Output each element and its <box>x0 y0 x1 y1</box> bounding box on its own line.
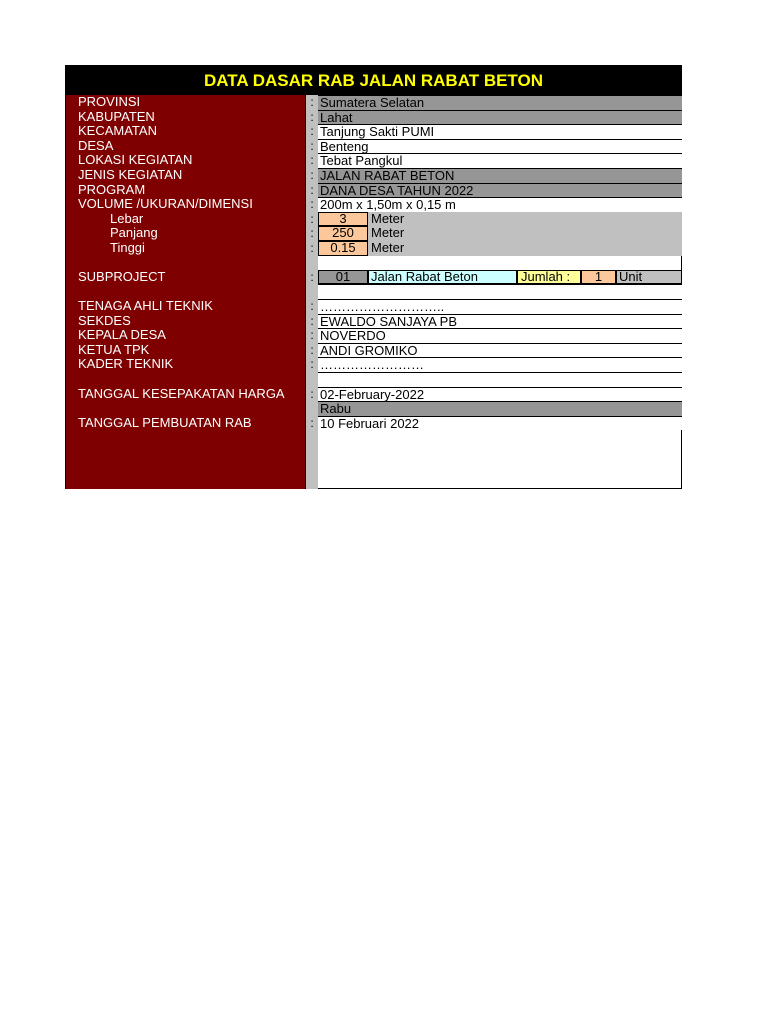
label-lokasi: LOKASI KEGIATAN <box>78 152 193 168</box>
value-kabupaten[interactable]: Lahat <box>318 110 682 125</box>
jumlah-label: Jumlah : <box>517 270 581 285</box>
value-volume[interactable]: 200m x 1,50m x 0,15 m <box>318 197 682 212</box>
value-desa[interactable]: Benteng <box>318 139 682 154</box>
colon: : <box>310 357 314 372</box>
tinggi-input[interactable]: 0.15 <box>318 241 368 256</box>
colon: : <box>310 299 314 313</box>
jumlah-input[interactable]: 1 <box>581 270 616 285</box>
colon: : <box>310 226 314 241</box>
colon: : <box>310 328 314 343</box>
value-hari-kesepakatan: Rabu <box>318 401 682 416</box>
label-kepala-desa: KEPALA DESA <box>78 327 166 343</box>
label-tanggal-kesepakatan: TANGGAL KESEPAKATAN HARGA <box>78 385 285 401</box>
dimension-row-tinggi <box>318 241 682 256</box>
colon: : <box>310 211 314 226</box>
colon: : <box>310 109 314 124</box>
blank-row <box>318 372 682 387</box>
label-panjang: Panjang <box>110 225 158 241</box>
colon: : <box>310 313 314 328</box>
subproject-row <box>318 270 682 285</box>
label-program: PROGRAM <box>78 181 146 197</box>
label-tinggi: Tinggi <box>110 240 145 255</box>
tinggi-unit: Meter <box>371 240 405 255</box>
value-jenis[interactable]: JALAN RABAT BETON <box>318 168 682 183</box>
panjang-unit: Meter <box>371 225 405 241</box>
value-tanggal-pembuatan[interactable]: 10 Februari 2022 <box>318 416 682 431</box>
colon: : <box>310 269 314 284</box>
label-kabupaten: KABUPATEN <box>78 108 155 124</box>
subproject-name[interactable]: Jalan Rabat Beton <box>368 270 517 285</box>
value-ketua-tpk[interactable]: ANDI GROMIKO <box>318 343 682 358</box>
value-kader-teknik[interactable]: …………………… <box>318 357 682 372</box>
colon: : <box>310 168 314 182</box>
colon: : <box>310 95 314 109</box>
value-lokasi[interactable]: Tebat Pangkul <box>318 153 682 168</box>
blank-row <box>318 284 682 299</box>
panjang-input[interactable]: 250 <box>318 226 368 241</box>
value-sekdes[interactable]: EWALDO SANJAYA PB <box>318 314 682 329</box>
colon: : <box>310 182 314 197</box>
rab-data-sheet <box>65 65 682 489</box>
colon: : <box>310 197 314 212</box>
colon: : <box>310 386 314 401</box>
label-desa: DESA <box>78 137 114 153</box>
value-tenaga-ahli[interactable]: ……………………….. <box>318 299 682 314</box>
value-program[interactable]: DANA DESA TAHUN 2022 <box>318 183 682 198</box>
label-kader-teknik: KADER TEKNIK <box>78 356 174 372</box>
colon: : <box>310 241 314 255</box>
dimension-row-panjang <box>318 226 682 241</box>
jumlah-unit: Unit <box>616 270 682 285</box>
value-kepala-desa[interactable]: NOVERDO <box>318 328 682 343</box>
colon: : <box>310 124 314 139</box>
colon: : <box>310 138 314 153</box>
label-subproject: SUBPROJECT <box>78 268 166 284</box>
lebar-input[interactable]: 3 <box>318 212 368 227</box>
label-lebar: Lebar <box>110 210 144 226</box>
label-tanggal-pembuatan: TANGGAL PEMBUATAN RAB <box>78 414 252 430</box>
subproject-code[interactable]: 01 <box>318 270 368 285</box>
value-tanggal-kesepakatan[interactable]: 02-February-2022 <box>318 387 682 402</box>
label-provinsi: PROVINSI <box>78 94 141 109</box>
sheet-title: DATA DASAR RAB JALAN RABAT BETON <box>66 66 681 95</box>
label-volume: VOLUME /UKURAN/DIMENSI <box>78 196 253 212</box>
colon: : <box>310 415 314 430</box>
lebar-unit: Meter <box>371 210 405 226</box>
colon: : <box>310 342 314 357</box>
colon: : <box>310 153 314 168</box>
value-provinsi[interactable]: Sumatera Selatan <box>318 95 682 110</box>
label-sekdes: SEKDES <box>78 312 131 328</box>
label-kecamatan: KECAMATAN <box>78 123 157 139</box>
label-tenaga-ahli: TENAGA AHLI TEKNIK <box>78 298 213 313</box>
label-ketua-tpk: KETUA TPK <box>78 341 150 357</box>
value-kecamatan[interactable]: Tanjung Sakti PUMI <box>318 124 682 139</box>
dimension-row-lebar <box>318 212 682 227</box>
label-jenis: JENIS KEGIATAN <box>78 167 183 182</box>
